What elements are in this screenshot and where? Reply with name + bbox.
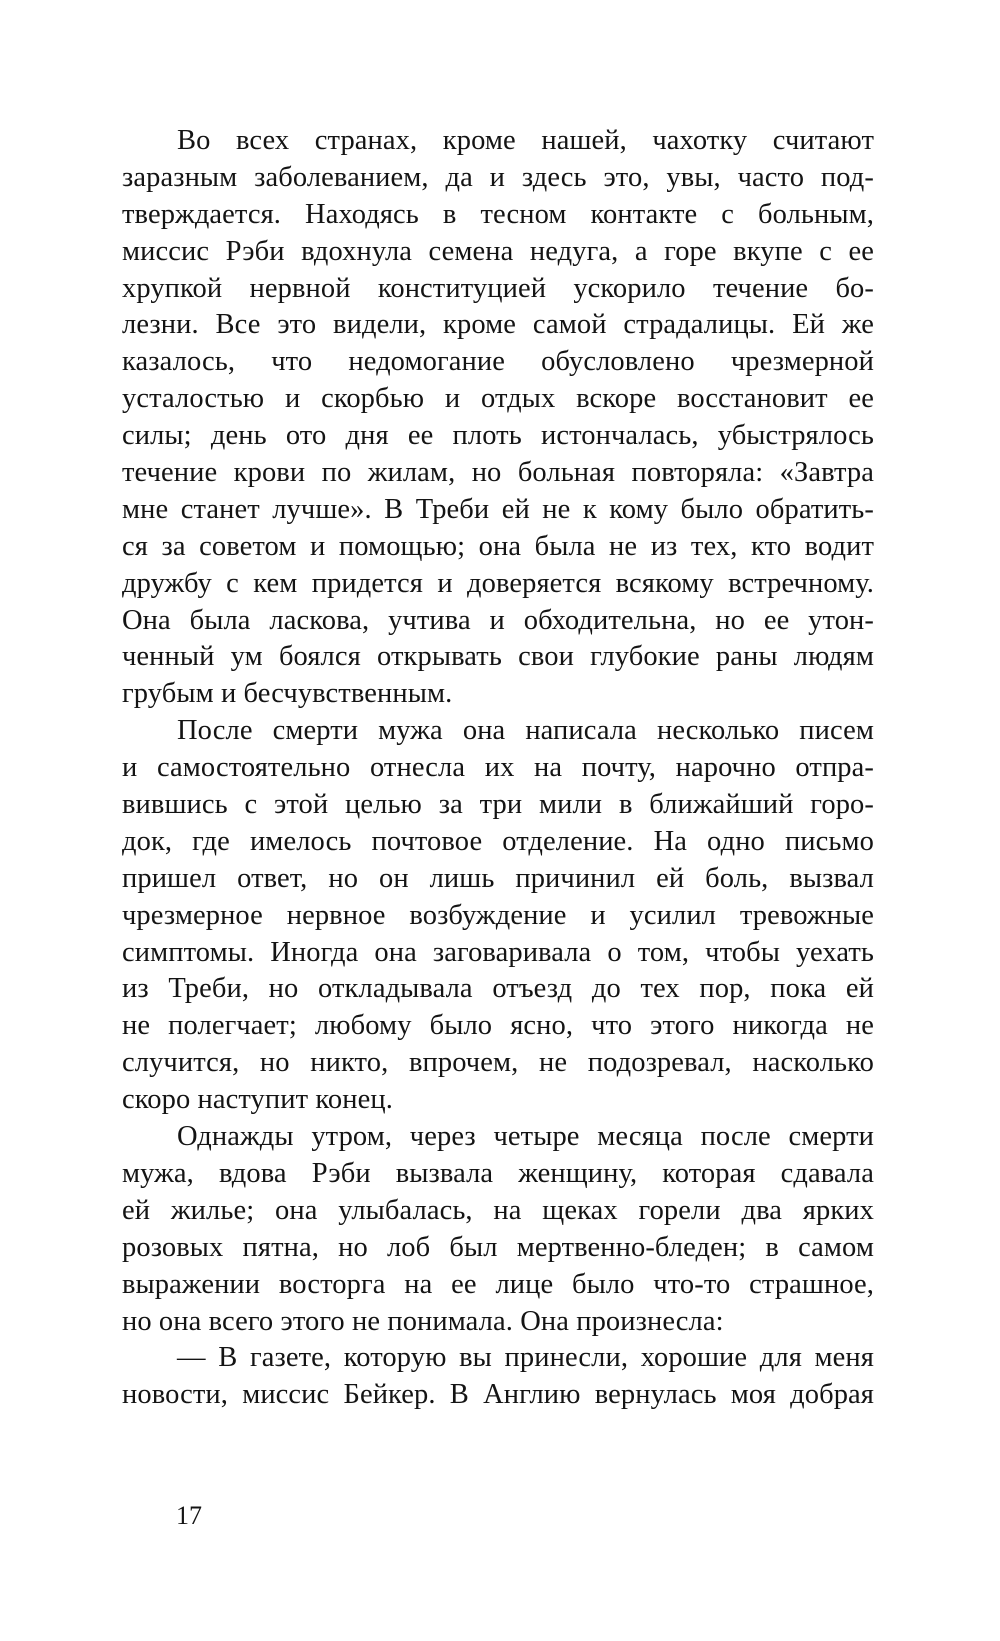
- text-line: усталостью и скорбью и отдых вскоре восстановит ее: [122, 383, 874, 415]
- text-line: После смерти мужа она написала несколько писем: [177, 715, 874, 747]
- text-line: розовых пятна, но лоб был мертвенно-бледен; в самом: [122, 1231, 874, 1263]
- text-line: заразным заболеванием, да и здесь это, увы, часто под-: [122, 161, 874, 193]
- text-line: мне станет лучше». В Треби ей не к кому было обратить-: [122, 493, 874, 525]
- text-line: хрупкой нервной конституцией ускорило течение бо-: [122, 272, 874, 304]
- text-line: лезни. Все это видели, кроме самой страдалицы. Ей же: [122, 309, 874, 341]
- text-line: не полегчает; любому было ясно, что этого никогда не: [122, 1010, 874, 1042]
- text-line: вившись с этой целью за три мили в ближайший горо-: [122, 789, 874, 821]
- text-line: мужа, вдова Рэби вызвала женщину, которая сдавала: [122, 1157, 874, 1189]
- page-number: 17: [176, 1501, 202, 1530]
- text-line: казалось, что недомогание обусловлено чрезмерной: [122, 346, 874, 378]
- text-line: но она всего этого не понимала. Она произнесла:: [122, 1305, 724, 1337]
- text-line: чрезмерное нервное возбуждение и усилил тревожные: [122, 899, 874, 931]
- text-line: миссис Рэби вдохнула семена недуга, а горе вкупе с ее: [122, 235, 874, 267]
- text-line: ченный ум боялся открывать свои глубокие раны людям: [122, 641, 874, 673]
- text-line: выражении восторга на ее лице было что-то страшное,: [122, 1268, 874, 1300]
- text-line: Она была ласкова, учтива и обходительна, но ее утон-: [122, 604, 874, 636]
- text-line: и самостоятельно отнесла их на почту, нарочно отпра-: [122, 752, 874, 784]
- text-line: тверждается. Находясь в тесном контакте с больным,: [122, 198, 874, 230]
- text-line: течение крови по жилам, но больная повторяла: «Завтра: [122, 457, 874, 489]
- text-line: силы; день ото дня ее плоть истончалась, убыстрялось: [122, 420, 874, 452]
- text-line: ей жилье; она улыбалась, на щеках горели два ярких: [122, 1194, 874, 1226]
- text-line: Однажды утром, через четыре месяца после смерти: [177, 1121, 874, 1153]
- text-line: грубым и бесчувственным.: [122, 678, 453, 710]
- text-line: симптомы. Иногда она заговаривала о том, чтобы уехать: [122, 936, 874, 968]
- text-line: ся за советом и помощью; она была не из тех, кто водит: [122, 530, 874, 562]
- text-line: — В газете, которую вы принесли, хорошие для меня: [177, 1342, 874, 1374]
- text-line: скоро наступит конец.: [122, 1084, 393, 1116]
- text-line: случится, но никто, впрочем, не подозревал, насколько: [122, 1047, 874, 1079]
- text-line: новости, миссис Бейкер. В Англию вернулась моя добрая: [122, 1379, 874, 1411]
- text-line: из Треби, но откладывала отъезд до тех пор, пока ей: [122, 973, 874, 1005]
- text-line: док, где имелось почтовое отделение. На одно письмо: [122, 825, 874, 857]
- text-line: дружбу с кем придется и доверяется всякому встречному.: [122, 567, 874, 599]
- body-text: [122, 123, 874, 1414]
- text-line: Во всех странах, кроме нашей, чахотку считают: [177, 125, 874, 156]
- text-line: пришел ответ, но он лишь причинил ей боль, вызвал: [122, 862, 874, 894]
